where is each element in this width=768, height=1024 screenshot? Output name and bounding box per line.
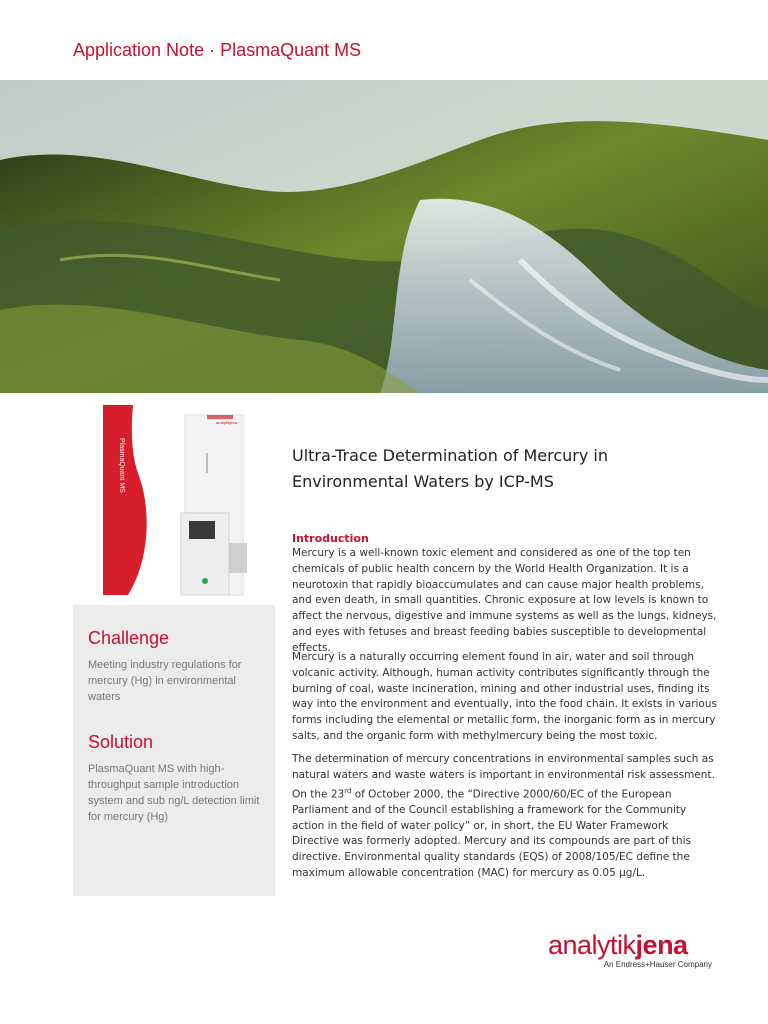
instrument-brand-badge: analytikjena [216, 420, 238, 425]
challenge-heading: Challenge [88, 628, 170, 648]
paragraph-3-part-2: of October 2000, the “Directive 2000/60/EC of the European Parliament and of the Council establishing a framework for the Community action in the field of water policy” or, in short, the EU Water Framework Directive was formerly adopted. Mercury and its compounds are part of this directive. Environmental quality standards (EQS) of 2008/105/EC define the maximum allowable concentration (MAC) for mercury as 0.05 µg/L. [292, 788, 691, 880]
paragraph-1: Mercury is a well-known toxic element and considered as one of the top ten chemicals of public health concern by the World Health Organization. It is a neurotoxin that rapidly bioaccumulates and can cause major health problems, and even death, in small quantities. Chronic exposure at low levels is known to affect the nervous, digestive and immune systems as well as the lungs, kidneys, and eyes with fetuses and breast feeding babies susceptible to developmental effects. [292, 547, 717, 654]
instrument-photo [73, 393, 275, 605]
sidebar-panel [73, 393, 275, 896]
instrument-side-label: PlasmaQuant MS [118, 438, 125, 493]
paragraph-3 [292, 752, 718, 882]
challenge-text: Meeting industry regulations for mercury (Hg) in environmental waters [88, 659, 242, 703]
page-header-title: Application Note · PlasmaQuant MS [73, 40, 362, 60]
logo-text-analytik: analytik [548, 930, 636, 960]
company-logo [548, 930, 718, 969]
solution-text: PlasmaQuant MS with high-throughput sample introduction system and sub ng/L detection limit for mercury (Hg) [88, 763, 260, 823]
paragraph-3-part-1: The determination of mercury concentrations in environmental samples such as natural waters and waste waters is important in environmental risk assessment. On the 23 [292, 753, 715, 801]
water-hero-image [0, 80, 768, 393]
logo-text-jena: jena [635, 930, 688, 960]
paragraph-2: Mercury is a naturally occurring element found in air, water and soil through volcanic activity. Although, human activity contributes significantly through the burning of coal, waste incineration, mining and other industrial uses, finding its way into the environment and eventually, into the food chain. It exists in various forms including the elemental or metallic form, the inorganic form as in mercury salts, and the organic form with methylmercury being the most toxic. [292, 651, 717, 742]
introduction-heading: Introduction [292, 532, 369, 545]
document-title: Ultra-Trace Determination of Mercury in Environmental Waters by ICP-MS [292, 446, 608, 491]
logo-tagline: An Endress+Hauser Company [603, 960, 712, 969]
ordinal-suffix: rd [344, 786, 352, 795]
water-illustration [0, 80, 768, 393]
solution-heading: Solution [88, 732, 154, 752]
